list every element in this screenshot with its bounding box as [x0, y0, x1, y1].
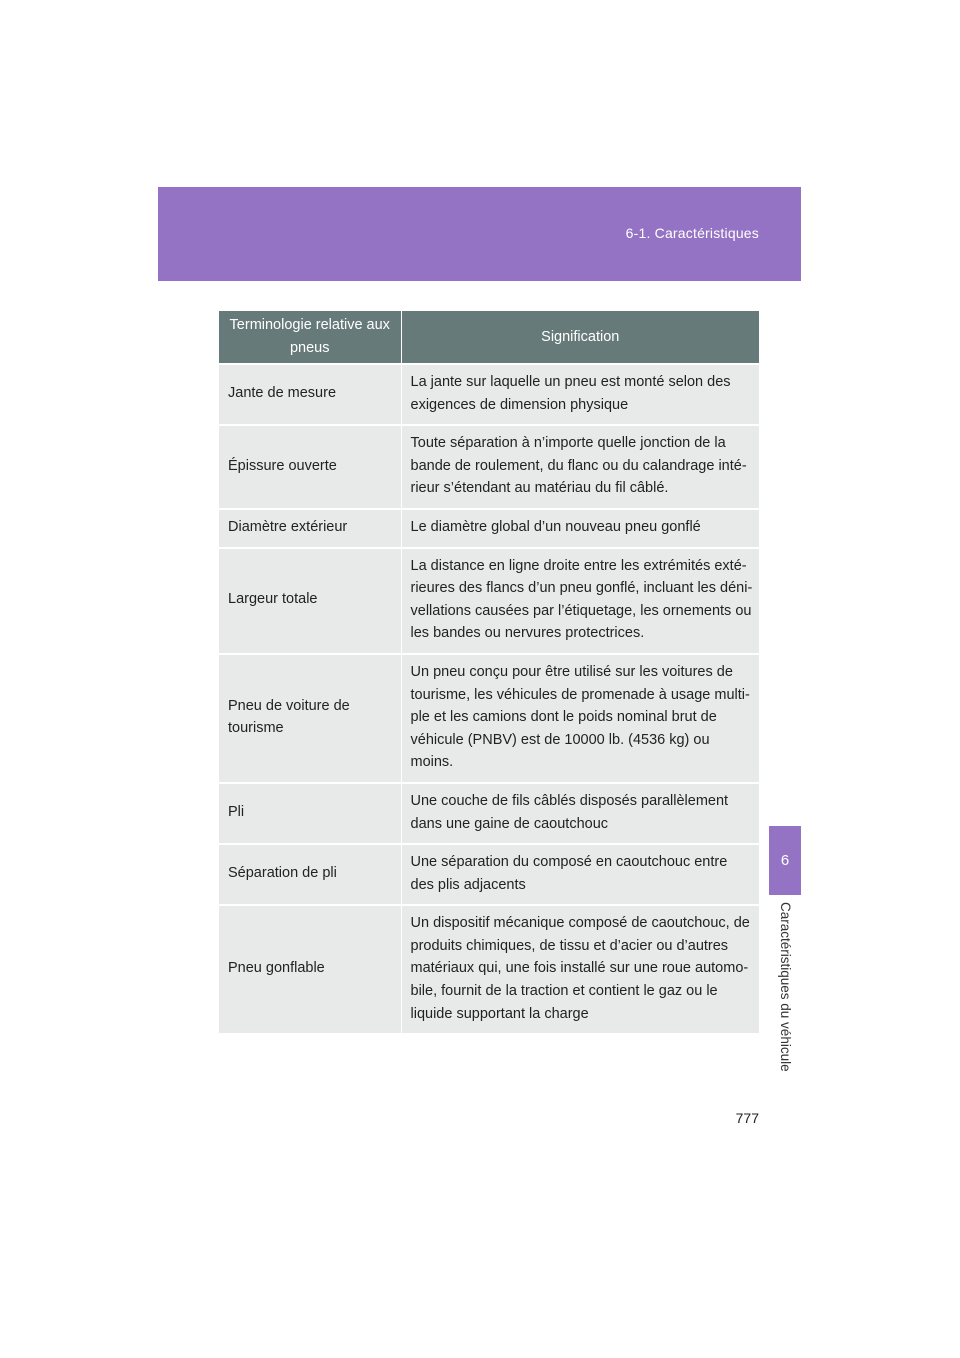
meaning-cell: Une couche de fils câblés disposés parallèlement dans une gaine de caoutchouc: [401, 783, 759, 844]
table-row: [219, 844, 759, 905]
meaning-cell: La distance en ligne droite entre les extrémités exté-rieures des flancs d’un pneu gonflé, incluant les déni-vellations causées par l’étiquetage, les ornements ou les bandes ou nervures protectrices.: [401, 548, 759, 654]
meaning-cell: Le diamètre global d’un nouveau pneu gonflé: [401, 509, 759, 548]
page-number: 777: [735, 1110, 759, 1126]
table-row: [219, 905, 759, 1033]
meaning-cell: La jante sur laquelle un pneu est monté selon des exigences de dimension physique: [401, 364, 759, 425]
term-cell: Pneu de voiture de tourisme: [219, 654, 401, 783]
table-row: [219, 783, 759, 844]
term-cell: Pneu gonflable: [219, 905, 401, 1033]
term-cell: Pli: [219, 783, 401, 844]
chapter-tab[interactable]: [769, 826, 801, 895]
meaning-cell: Un dispositif mécanique composé de caoutchouc, de produits chimiques, de tissu et d’acier ou d’autres matériaux qui, une fois installé sur une roue automo-bile, fournit de la traction et contient le gaz ou le liquide supportant la charge: [401, 905, 759, 1033]
column-header-term: Terminologie relative aux pneus: [219, 311, 401, 364]
column-header-meaning: Signification: [401, 311, 759, 364]
table-header-row: [219, 311, 759, 364]
chapter-number: 6: [780, 852, 790, 869]
table-body: [219, 364, 759, 1033]
meaning-cell: Une séparation du composé en caoutchouc entre des plis adjacents: [401, 844, 759, 905]
term-cell: Séparation de pli: [219, 844, 401, 905]
meaning-cell: Toute séparation à n’importe quelle jonction de la bande de roulement, du flanc ou du calandrage inté-rieur s’étendant au matériau du fil câblé.: [401, 425, 759, 509]
term-cell: Largeur totale: [219, 548, 401, 654]
chapter-side-label: Caractéristiques du véhicule: [778, 902, 793, 1072]
table-row: [219, 364, 759, 425]
table-row: [219, 654, 759, 783]
meaning-cell: Un pneu conçu pour être utilisé sur les voitures de tourisme, les véhicules de promenade à usage multi-ple et les camions dont le poids nominal brut de véhicule (PNBV) est de 10000 lb. (4536 kg) ou moins.: [401, 654, 759, 783]
table-row: [219, 509, 759, 548]
chapter-side-label-wrap: [772, 902, 798, 1087]
section-title: 6-1. Caractéristiques: [625, 225, 759, 241]
table-row: [219, 548, 759, 654]
table-row: [219, 425, 759, 509]
term-cell: Diamètre extérieur: [219, 509, 401, 548]
tire-terminology-table: [219, 311, 759, 1033]
term-cell: Épissure ouverte: [219, 425, 401, 509]
term-cell: Jante de mesure: [219, 364, 401, 425]
chapter-header-band: [158, 187, 801, 281]
